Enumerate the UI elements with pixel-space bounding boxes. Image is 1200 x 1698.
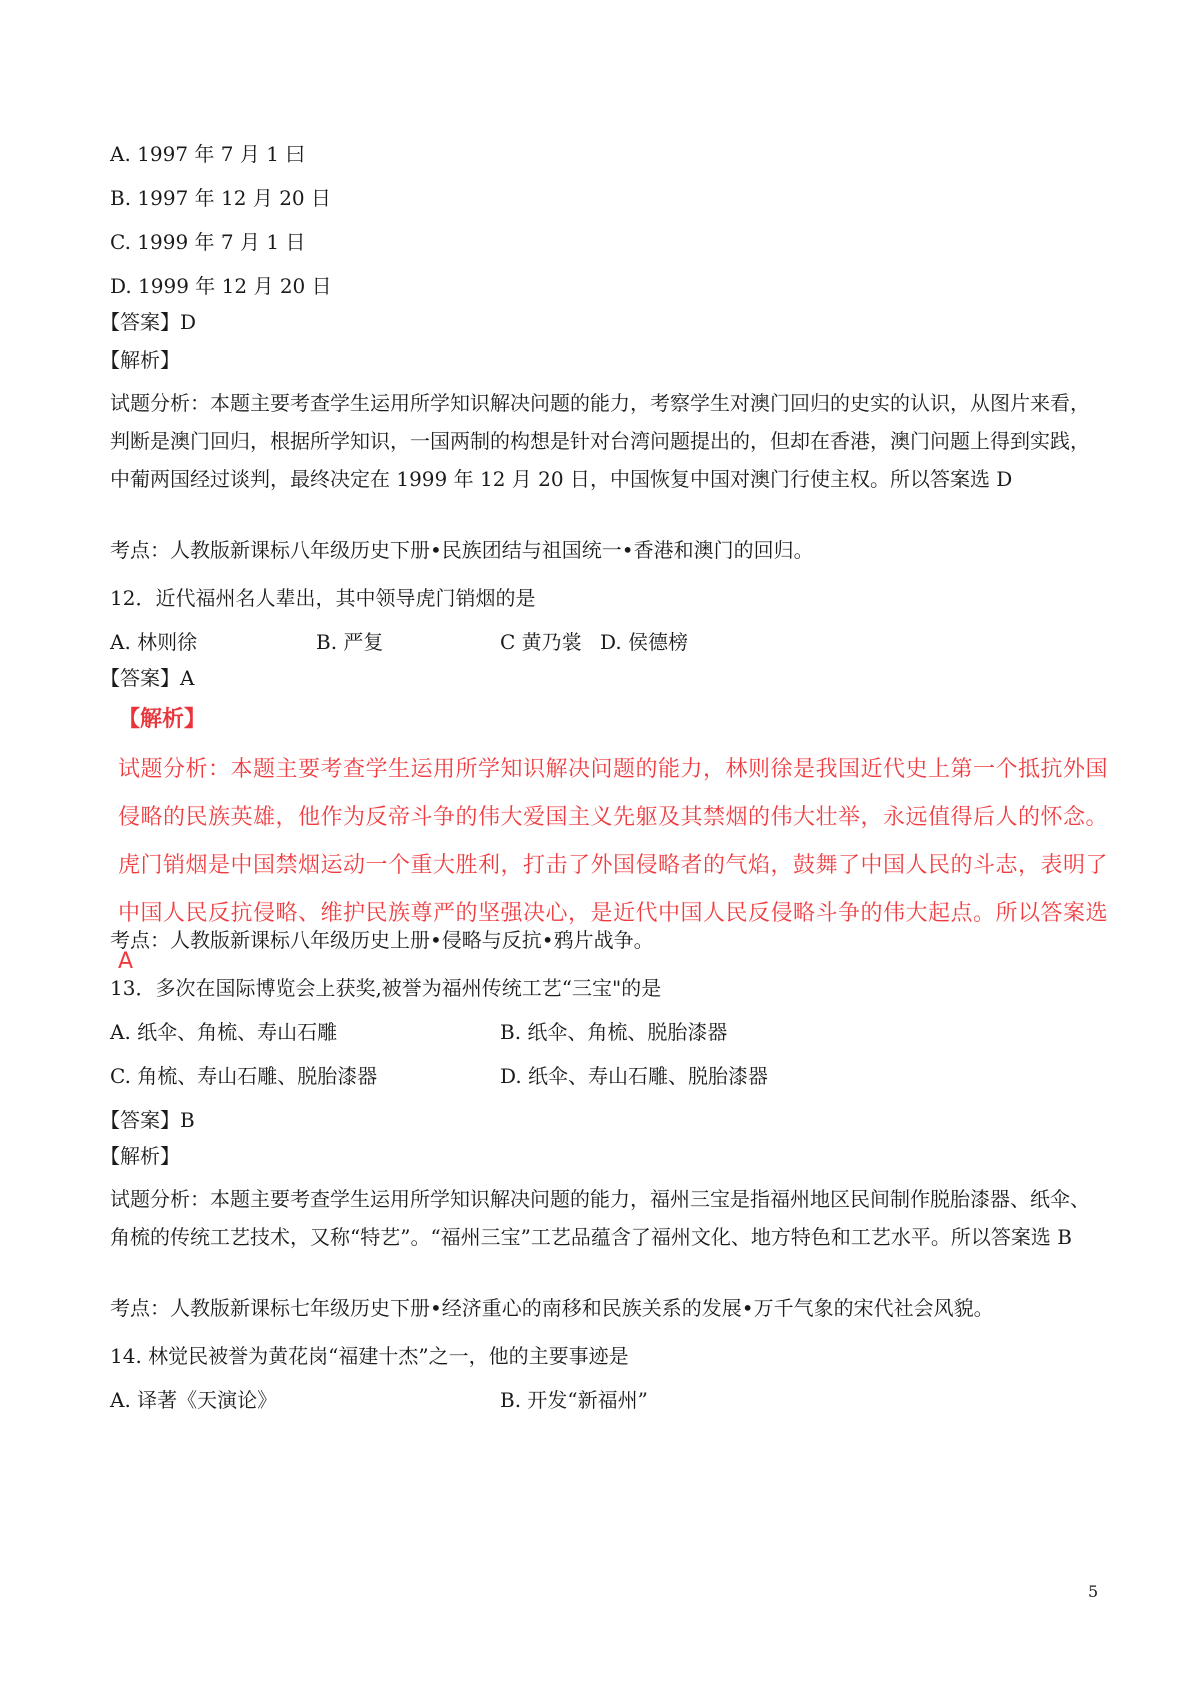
q14-option-a: A. 译著《天演论》 (110, 1388, 278, 1412)
q13-stem: 13．多次在国际博览会上获奖,被誉为福州传统工艺“三宝"的是 (110, 976, 662, 1000)
q12-stem: 12．近代福州名人辈出，其中领导虎门销烟的是 (110, 586, 536, 610)
q12-analysis-heading: 【解析】 (118, 707, 207, 732)
q12-analysis-text: 试题分析：本题主要考查学生运用所学知识解决问题的能力，林则徐是我国近代史上第一个抵抗外国侵略的民族英雄，他作为反帝斗争的伟大爱国主义先躯及其禁烟的伟大壮举，永远值得后人的怀念。虎门销烟是中国禁烟运动一个重大胜利，打击了外国侵略者的气焰，鼓舞了中国人民的斗志，表明了中国人民反抗侵略、维护民族尊严的坚强决心，是近代中国人民反侵略斗争的伟大起点。所以答案选 A (118, 757, 1109, 974)
q11-option-b: B. 1997 年 12 月 20 日 (110, 186, 331, 210)
q12-option-b: B. 严复 (316, 630, 384, 654)
q11-analysis-heading: 【解析】 (100, 348, 180, 372)
q13-analysis-heading: 【解析】 (100, 1144, 180, 1168)
q13-option-d: D. 纸伞、寿山石雕、脱胎漆器 (500, 1064, 769, 1088)
q12-answer: 【答案】A (100, 666, 195, 690)
q11-knowledge-point: 考点：人教版新课标八年级历史下册•民族团结与祖国统一•香港和澳门的回归。 (110, 538, 814, 562)
q13-analysis-text: 试题分析：本题主要考查学生运用所学知识解决问题的能力，福州三宝是指福州地区民间制作脱胎漆器、纸伞、角梳的传统工艺技术，又称“特艺”。“福州三宝”工艺品蕴含了福州文化、地方特色和工艺水平。所以答案选 B (110, 1187, 1090, 1249)
q13-option-a: A. 纸伞、角梳、寿山石雕 (110, 1020, 338, 1044)
q11-option-d: D. 1999 年 12 月 20 日 (110, 274, 332, 298)
q11-analysis-text: 试题分析：本题主要考查学生运用所学知识解决问题的能力，考察学生对澳门回归的史实的认识，从图片来看，判断是澳门回归，根据所学知识，一国两制的构想是针对台湾问题提出的，但却在香港，澳门问题上得到实践，中葡两国经过谈判，最终决定在 1999 年 12 月 20 日，中国恢复中国对澳门行使主权。所以答案选 D (110, 391, 1090, 491)
q12-option-a: A. 林则徐 (110, 630, 198, 654)
page-number: 5 (1088, 1582, 1099, 1601)
q13-option-b: B. 纸伞、角梳、脱胎漆器 (500, 1020, 728, 1044)
q12-option-c: C 黄乃裳 (500, 630, 582, 654)
q12-option-d: D. 侯德榜 (600, 630, 689, 654)
q11-option-a: A. 1997 年 7 月 1 曰 (110, 142, 306, 166)
q13-answer: 【答案】B (100, 1108, 195, 1132)
q12-knowledge-point: 考点：人教版新课标八年级历史上册•侵略与反抗•鸦片战争。 (110, 928, 654, 952)
q13-knowledge-point: 考点：人教版新课标七年级历史下册•经济重心的南移和民族关系的发展•万千气象的宋代社会风貌。 (110, 1296, 994, 1320)
q13-option-c: C. 角梳、寿山石雕、脱胎漆器 (110, 1064, 378, 1088)
q14-stem: 14. 林觉民被誉为黄花岗“福建十杰”之一，他的主要事迹是 (110, 1344, 629, 1368)
q14-option-b: B. 开发“新福州” (500, 1388, 648, 1412)
q11-answer: 【答案】D (100, 310, 197, 334)
q11-option-c: C. 1999 年 7 月 1 日 (110, 230, 306, 254)
